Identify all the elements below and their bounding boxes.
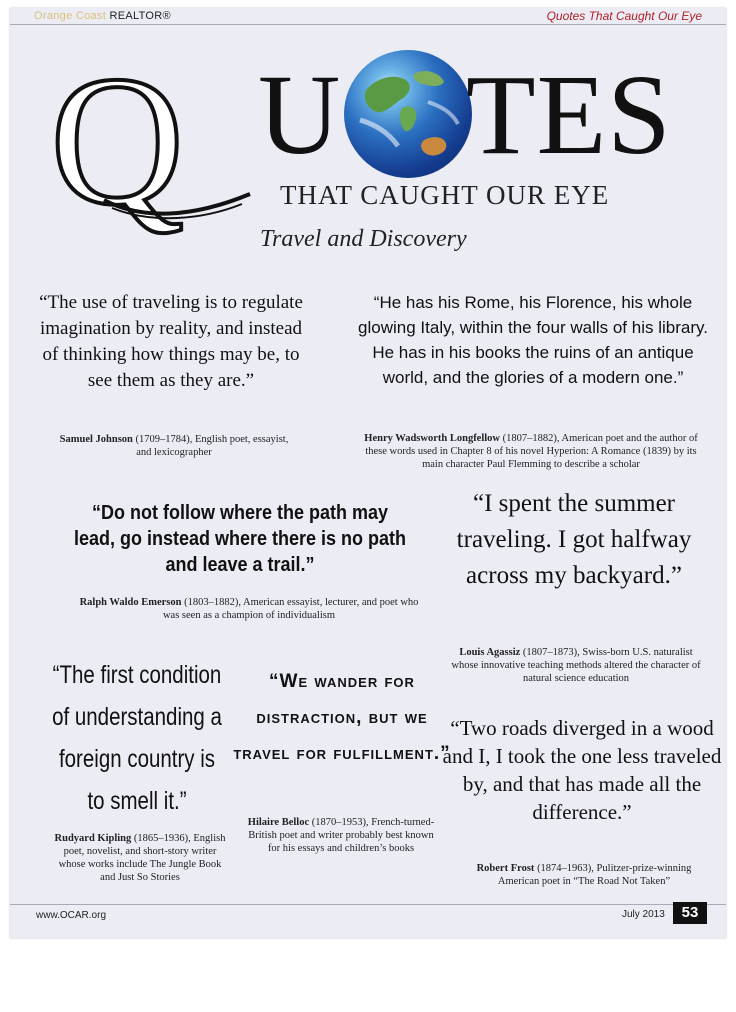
quote-frost: “Two roads diverged in a wood and I, I took the one less traveled by, and that has made all the difference.” — [442, 716, 722, 824]
author-details: (1870–1953), French-turned-British poet and writer probably best known for his essays and children’s books — [248, 817, 435, 854]
page-number: 53 — [673, 902, 707, 924]
author-details: (1807–1882), American poet and the author of these words used in Chapter 8 of his novel Hyperion: A Romance (1839) by its main character Paul Flemming to describe a scholar — [365, 433, 698, 470]
quote-belloc: “We wander for distraction, but we travel for fulfillment.” — [233, 671, 451, 764]
footer-divider — [10, 904, 726, 905]
attribution-longfellow — [356, 432, 706, 471]
author-name: Rudyard Kipling — [54, 833, 132, 844]
masthead-q: Q — [50, 38, 185, 244]
attribution-emerson — [76, 596, 422, 622]
author-name: Robert Frost — [476, 863, 535, 874]
footer-date: July 2013 — [622, 909, 665, 920]
author-details: (1803–1882), American essayist, lecturer, and poet who was seen as a champion of individualism — [162, 597, 419, 621]
masthead-u: U — [258, 51, 341, 178]
magazine-page — [10, 8, 726, 938]
masthead-subtitle: THAT CAUGHT OUR EYE — [280, 180, 610, 210]
publication-header — [34, 10, 171, 22]
section-title: Quotes That Caught Our Eye — [546, 9, 702, 23]
author-name: Louis Agassiz — [459, 647, 521, 658]
author-name: Samuel Johnson — [59, 434, 133, 445]
q-swash-decoration — [102, 190, 252, 220]
masthead-tes: TES — [466, 51, 672, 178]
quote-longfellow: “He has his Rome, his Florence, his whole glowing Italy, within the four walls of his library. He has in his books the ruins of an antique world, and the glories of a modern one.” — [358, 293, 708, 387]
publication-name: REALTOR® — [109, 10, 171, 22]
header-divider — [10, 24, 726, 25]
quote-johnson: “The use of traveling is to regulate imagination by reality, and instead of thinking how things may be, to see them as they are.” — [39, 292, 303, 391]
quote-agassiz: “I spent the summer traveling. I got halfway across my backyard.” — [456, 490, 692, 589]
author-name: Hilaire Belloc — [247, 817, 310, 828]
globe-icon — [344, 50, 472, 178]
attribution-agassiz — [446, 646, 706, 685]
author-details: (1874–1963), Pulitzer-prize-winning American poet in “The Road Not Taken” — [497, 863, 692, 887]
author-name: Henry Wadsworth Longfellow — [364, 433, 501, 444]
author-details: (1865–1936), English poet, novelist, and short-story writer whose works include The Jungle Book and Just So Stories — [58, 833, 226, 883]
attribution-belloc — [246, 816, 436, 855]
author-name: Ralph Waldo Emerson — [79, 597, 182, 608]
attribution-johnson — [56, 433, 292, 459]
attribution-frost — [456, 862, 712, 888]
attribution-kipling — [52, 832, 228, 884]
quote-emerson: “Do not follow where the path may lead, go instead where there is no path and leave a trail.” — [73, 502, 407, 576]
footer-website: www.OCAR.org — [36, 910, 107, 921]
author-details: (1807–1873), Swiss-born U.S. naturalist whose innovative teaching methods altered the character of natural science education — [451, 647, 701, 684]
topic-heading: Travel and Discovery — [260, 226, 467, 252]
quote-kipling: “The first condition of understanding a foreign country is to smell it.” — [52, 661, 222, 815]
brand-name: Orange Coast — [34, 10, 107, 22]
author-details: (1709–1784), English poet, essayist, and lexicographer — [132, 434, 289, 458]
